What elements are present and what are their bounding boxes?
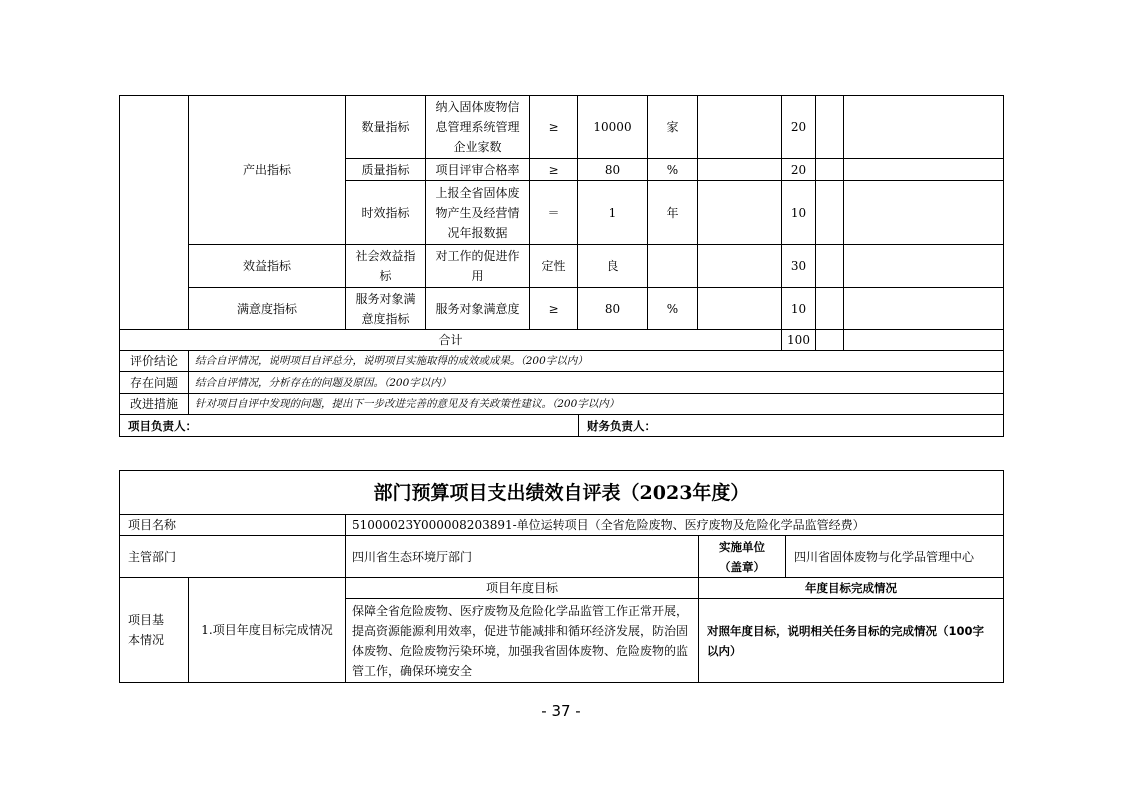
level3-cell: 数量指标 bbox=[361, 120, 410, 134]
indicator-name-cell: 纳入固体废物信息管理系统管理企业家数 bbox=[435, 100, 520, 154]
total-score: 100 bbox=[787, 333, 810, 347]
unit-cell: % bbox=[666, 301, 679, 316]
symbol-cell: ≥ bbox=[548, 162, 559, 177]
level3-cell: 质量指标 bbox=[361, 162, 410, 177]
basic-label: 项目基本情况 bbox=[128, 613, 165, 647]
score-cell: 10 bbox=[790, 301, 807, 316]
value-cell: 良 bbox=[606, 259, 619, 273]
problem-text: 结合自评情况，分析存在的问题及原因。（200字以内） bbox=[195, 376, 452, 389]
score-cell: 20 bbox=[790, 162, 807, 177]
indicator-name-cell: 对工作的促进作用 bbox=[435, 249, 520, 283]
symbol-cell: 定性 bbox=[541, 259, 566, 273]
project-name-label: 项目名称 bbox=[128, 518, 177, 532]
measure-text: 针对项目自评中发现的问题，提出下一步改进完善的意见及有关政策性建议。（200字以内） bbox=[195, 398, 620, 410]
conclusion-text: 结合自评情况，说明项目自评总分，说明项目实施取得的成效或成果。（200字以内） bbox=[195, 355, 588, 367]
level3-cell: 服务对象满意度指标 bbox=[355, 291, 416, 326]
score-cell: 10 bbox=[790, 205, 807, 220]
level2-satisfaction: 满意度指标 bbox=[236, 301, 297, 316]
project-lead-label: 项目负责人： bbox=[128, 418, 197, 433]
level3-cell: 时效指标 bbox=[361, 205, 410, 220]
value-cell: 10000 bbox=[593, 120, 632, 134]
level2-benefit: 效益指标 bbox=[242, 259, 291, 273]
value-cell: 80 bbox=[604, 301, 621, 316]
unit-cell: 年 bbox=[666, 205, 679, 220]
unit-cell: % bbox=[666, 162, 679, 177]
unit-cell: 家 bbox=[666, 120, 679, 134]
completion-text: 对照年度目标，说明相关任务目标的完成情况（100字以内） bbox=[707, 623, 985, 658]
project-name-value: 51000023Y000008203891-单位运转项目（全省危险废物、医疗废物及危险化学品监管经费） bbox=[352, 518, 865, 532]
symbol-cell: ≥ bbox=[548, 120, 559, 134]
level3-cell: 社会效益指标 bbox=[355, 249, 416, 283]
goal-label: 1.项目年度目标完成情况 bbox=[201, 623, 333, 637]
symbol-cell: ＝ bbox=[547, 205, 560, 220]
annual-goal-text: 保障全省危险废物、医疗废物及危险化学品监管工作正常开展，提高资源能源利用效率，促进节能减排和循环经济发展，防治固体废物、危险废物污染环境，加强我省固体废物、危险废物的监管工作，确保环境安全 bbox=[352, 603, 689, 678]
dept-label: 主管部门 bbox=[128, 549, 177, 564]
dept-value: 四川省生态环境厅部门 bbox=[352, 549, 473, 564]
page-number: - 37 - bbox=[541, 702, 581, 720]
value-cell: 1 bbox=[608, 205, 617, 220]
impl-label: 实施单位（盖章） bbox=[719, 539, 765, 574]
symbol-cell: ≥ bbox=[548, 301, 559, 316]
indicator-name-cell: 服务对象满意度 bbox=[435, 301, 520, 316]
annual-goal-header: 项目年度目标 bbox=[485, 581, 558, 595]
measure-label: 改进措施 bbox=[129, 397, 178, 411]
completion-header: 年度目标完成情况 bbox=[805, 581, 897, 595]
impl-value: 四川省固体废物与化学品管理中心 bbox=[794, 549, 975, 564]
level2-output: 产出指标 bbox=[242, 163, 291, 177]
indicator-name-cell: 项目评审合格率 bbox=[435, 162, 520, 177]
score-cell: 20 bbox=[790, 120, 807, 134]
conclusion-label: 评价结论 bbox=[129, 354, 178, 368]
value-cell: 80 bbox=[604, 162, 621, 177]
score-cell: 30 bbox=[790, 259, 807, 273]
table-title: 部门预算项目支出绩效自评表（2023年度） bbox=[373, 481, 750, 504]
problem-label: 存在问题 bbox=[129, 375, 178, 390]
total-label: 合计 bbox=[438, 333, 463, 347]
indicator-name-cell: 上报全省固体废物产生及经营情况年报数据 bbox=[435, 185, 520, 240]
unit-cell bbox=[648, 245, 697, 287]
finance-lead-label: 财务负责人： bbox=[587, 418, 656, 433]
